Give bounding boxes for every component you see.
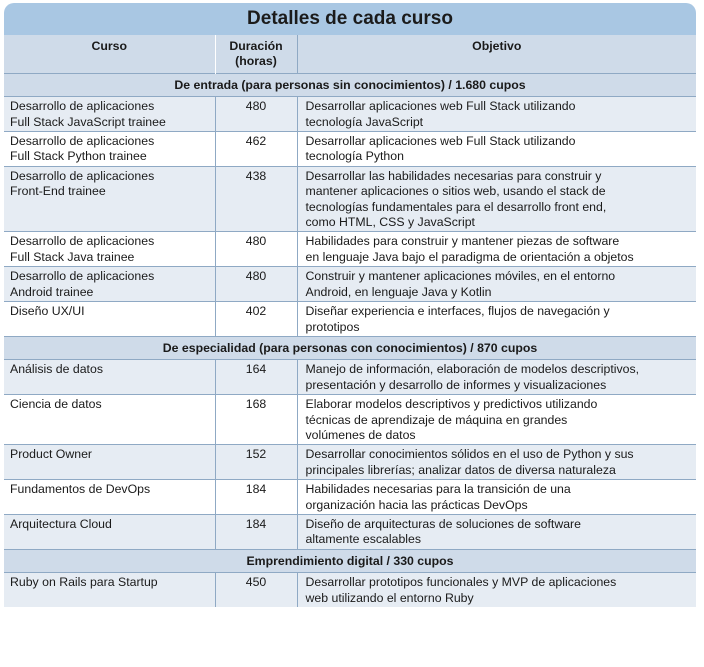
cell-objetivo <box>297 445 696 480</box>
cell-curso <box>4 97 215 132</box>
objetivo-line: Desarrollar las habilidades necesarias para construir y <box>305 168 602 183</box>
objetivo-line: volúmenes de datos <box>305 427 416 442</box>
curso-line: Desarrollo de aplicaciones <box>10 269 155 284</box>
objetivo-line: mantener aplicaciones o sitios web, usando el stack de <box>305 184 606 199</box>
table-row <box>4 514 696 549</box>
curso-line: Arquitectura Cloud <box>10 516 112 531</box>
cell-horas: 438 <box>215 166 297 232</box>
curso-line: Front-End trainee <box>10 184 106 199</box>
objetivo-line: Desarrollar conocimientos sólidos en el uso de Python y sus <box>305 447 634 462</box>
cell-curso <box>4 395 215 445</box>
curso-line: Product Owner <box>10 447 93 462</box>
header-duracion-line1: Duración <box>229 39 283 53</box>
cell-objetivo <box>297 480 696 515</box>
header-curso: Curso <box>4 35 215 73</box>
courses-table <box>4 35 696 607</box>
header-duracion-line2: (horas) <box>235 54 277 69</box>
objetivo-line: técnicas de aprendizaje de máquina en grandes <box>305 412 568 427</box>
objetivo-line: Desarrollar aplicaciones web Full Stack utilizando <box>305 99 576 114</box>
curso-line: Análisis de datos <box>10 362 103 377</box>
cell-horas: 480 <box>215 232 297 267</box>
cell-curso <box>4 267 215 302</box>
cell-curso <box>4 360 215 395</box>
table-row <box>4 480 696 515</box>
curso-line: Desarrollo de aplicaciones <box>10 99 155 114</box>
table-row <box>4 302 696 337</box>
table-row <box>4 395 696 445</box>
cell-horas: 168 <box>215 395 297 445</box>
cell-curso <box>4 232 215 267</box>
objetivo-line: web utilizando el entorno Ruby <box>305 590 474 605</box>
curso-line: Full Stack Java trainee <box>10 249 135 264</box>
objetivo-line: Habilidades necesarias para la transición de una <box>305 482 571 497</box>
cell-objetivo <box>297 132 696 167</box>
objetivo-line: Habilidades para construir y mantener piezas de software <box>305 234 620 249</box>
objetivo-line: Elaborar modelos descriptivos y predictivos utilizando <box>305 397 598 412</box>
table-body <box>4 73 696 607</box>
curso-line: Diseño UX/UI <box>10 304 85 319</box>
cell-horas: 184 <box>215 480 297 515</box>
objetivo-line: como HTML, CSS y JavaScript <box>305 215 475 230</box>
curso-line: Full Stack Python trainee <box>10 149 147 164</box>
cell-objetivo <box>297 514 696 549</box>
cell-objetivo <box>297 395 696 445</box>
curso-line: Ruby on Rails para Startup <box>10 575 158 590</box>
objetivo-line: en lenguaje Java bajo el paradigma de orientación a objetos <box>305 249 634 264</box>
objetivo-line: Manejo de información, elaboración de modelos descriptivos, <box>305 362 640 377</box>
cell-objetivo <box>297 360 696 395</box>
section-header-row <box>4 336 696 359</box>
cell-horas: 462 <box>215 132 297 167</box>
cell-objetivo <box>297 267 696 302</box>
objetivo-line: tecnología Python <box>305 149 404 164</box>
table-row <box>4 267 696 302</box>
table-row <box>4 132 696 167</box>
curso-line: Full Stack JavaScript trainee <box>10 114 166 129</box>
objetivo-line: Desarrollar aplicaciones web Full Stack utilizando <box>305 134 576 149</box>
cell-curso <box>4 573 215 607</box>
section-label: Emprendimiento digital / 330 cupos <box>4 549 696 572</box>
objetivo-line: Diseño de arquitecturas de soluciones de software <box>305 516 581 531</box>
cell-curso <box>4 302 215 337</box>
objetivo-line: organización hacia las prácticas DevOps <box>305 497 528 512</box>
table-row <box>4 573 696 607</box>
cell-curso <box>4 166 215 232</box>
header-objetivo: Objetivo <box>297 35 696 73</box>
cell-horas: 450 <box>215 573 297 607</box>
cell-horas: 480 <box>215 97 297 132</box>
page-title: Detalles de cada curso <box>4 3 696 35</box>
objetivo-line: tecnologías fundamentales para el desarrollo front end, <box>305 199 607 214</box>
objetivo-line: Android, en lenguaje Java y Kotlin <box>305 284 492 299</box>
section-header-row <box>4 549 696 572</box>
curso-line: Android trainee <box>10 284 94 299</box>
cell-curso <box>4 480 215 515</box>
objetivo-line: tecnología JavaScript <box>305 114 424 129</box>
objetivo-line: principales librerías; analizar datos de diversa naturaleza <box>305 462 616 477</box>
objetivo-line: Desarrollar prototipos funcionales y MVP de aplicaciones <box>305 575 617 590</box>
cell-curso <box>4 132 215 167</box>
cell-horas: 184 <box>215 514 297 549</box>
cell-objetivo <box>297 166 696 232</box>
curso-line: Fundamentos de DevOps <box>10 482 151 497</box>
cell-horas: 152 <box>215 445 297 480</box>
cell-horas: 480 <box>215 267 297 302</box>
curso-line: Desarrollo de aplicaciones <box>10 134 155 149</box>
cell-horas: 402 <box>215 302 297 337</box>
cell-objetivo <box>297 232 696 267</box>
objetivo-line: presentación y desarrollo de informes y visualizaciones <box>305 377 607 392</box>
table-header-row <box>4 35 696 73</box>
cell-horas: 164 <box>215 360 297 395</box>
table-row <box>4 166 696 232</box>
objetivo-line: Diseñar experiencia e interfaces, flujos de navegación y <box>305 304 610 319</box>
section-label: De entrada (para personas sin conocimientos) / 1.680 cupos <box>4 73 696 96</box>
cell-curso <box>4 445 215 480</box>
curso-line: Desarrollo de aplicaciones <box>10 234 155 249</box>
header-duracion <box>215 35 297 73</box>
table-row <box>4 360 696 395</box>
cell-objetivo <box>297 573 696 607</box>
curso-line: Ciencia de datos <box>10 397 102 412</box>
curso-line: Desarrollo de aplicaciones <box>10 168 155 183</box>
cell-objetivo <box>297 302 696 337</box>
section-header-row <box>4 73 696 96</box>
table-row <box>4 445 696 480</box>
section-label: De especialidad (para personas con conocimientos) / 870 cupos <box>4 336 696 359</box>
objetivo-line: altamente escalables <box>305 532 422 547</box>
objetivo-line: Construir y mantener aplicaciones móviles, en el entorno <box>305 269 616 284</box>
cell-objetivo <box>297 97 696 132</box>
table-row <box>4 97 696 132</box>
objetivo-line: prototipos <box>305 319 360 334</box>
cell-curso <box>4 514 215 549</box>
table-row <box>4 232 696 267</box>
